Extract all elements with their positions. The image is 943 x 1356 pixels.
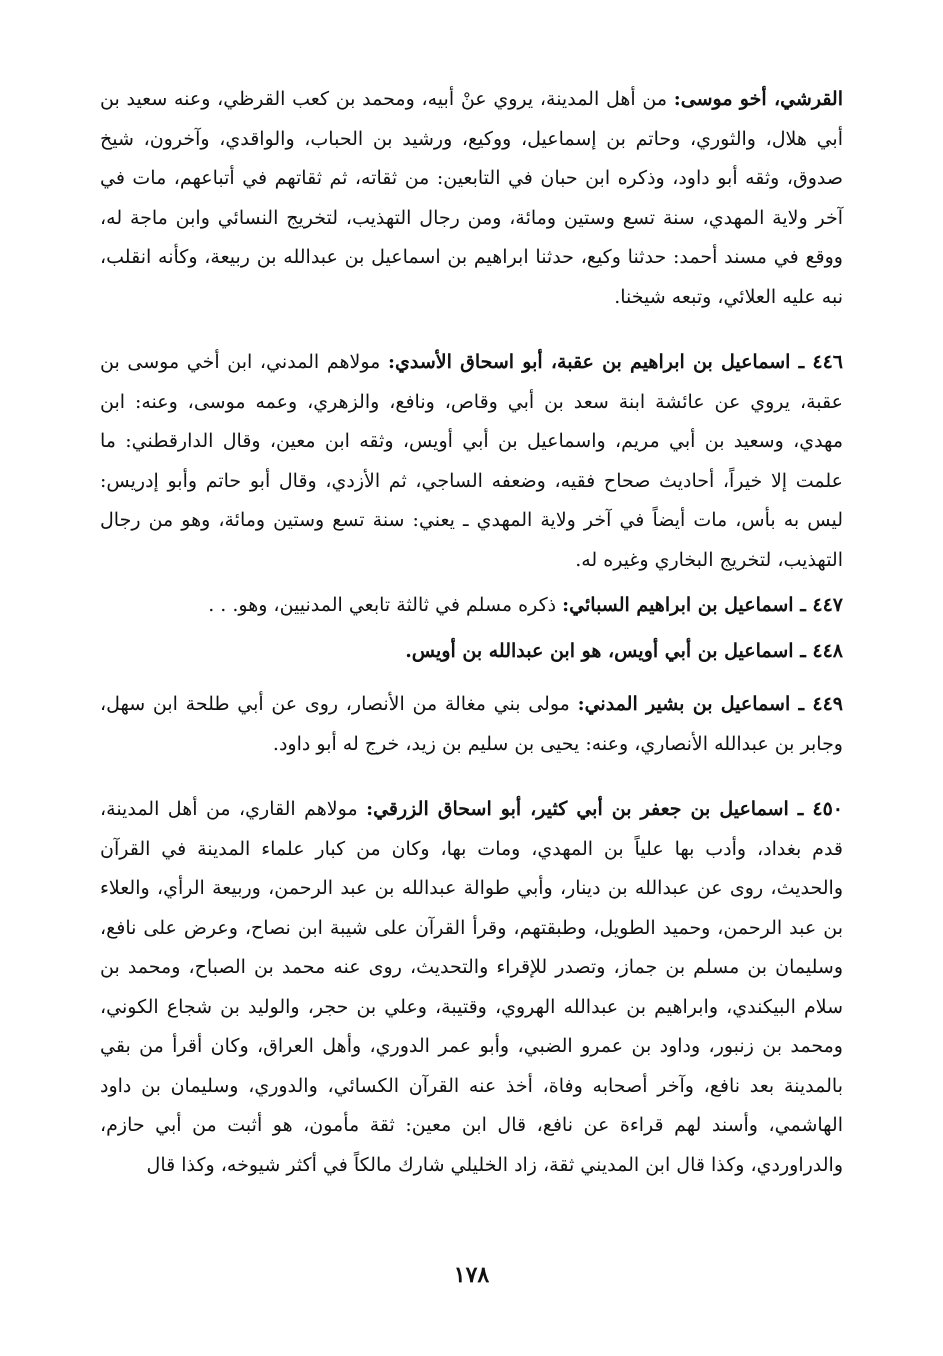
entry-heading: القرشي، أخو موسى: — [673, 88, 843, 110]
entry-446 — [100, 343, 843, 580]
entry-body: من أهل المدينة، يروي عنْ أبيه، ومحمد بن كعب القرظي، وعنه سعيد بن أبي هلال، والثوري، وحاتم بن إسماعيل، ووكيع، ورشيد بن الحباب، والواقدي، وآخرون، شيخ صدوق، وثقه أبو داود، وذكره ابن حبان في التابعين: من ثقاته، ثم ثقاتهم في أتباعهم، مات في آخر ولاية المهدي، سنة تسع وستين ومائة، ومن رجال التهذيب، لتخريج النسائي وابن ماجة له، ووقع في مسند أحمد: حدثنا وكيع، حدثنا ابراهيم بن اسماعيل بن عبدالله بن ربيعة، وكأنه انقلب، نبه عليه العلائي، وتبعه شيخنا. — [100, 88, 843, 308]
entry-447 — [100, 586, 843, 626]
page-text — [100, 80, 843, 1185]
entry-449 — [100, 685, 843, 764]
entry-qurashi — [100, 80, 843, 317]
entry-heading: ٤٤٦ ـ اسماعيل بن ابراهيم بن عقبة، أبو اسحاق الأسدي: — [387, 351, 844, 373]
entry-body: مولى بني مغالة من الأنصار، روى عن أبي طلحة ابن سهل، وجابر بن عبدالله الأنصاري، وعنه: يحيى بن سليم بن زيد، خرج له أبو داود. — [100, 693, 843, 755]
entry-body: مولاهم المدني، ابن أخي موسى بن عقبة، يروي عن عائشة ابنة سعد بن أبي وقاص، ونافع، والزهري، وعمه موسى، وعنه: ابن مهدي، وسعيد بن أبي مريم، واسماعيل بن أبي أويس، وثقه ابن معين، وقال الدارقطني: ما علمت إلا خيراً، أحاديث صحاح فقيه، وضعفه الساجي، ثم الأزدي، وقال أبو حاتم وأبو إدريس: ليس به بأس، مات أيضاً في آخر ولاية المهدي ـ يعني: سنة تسع وستين ومائة، وهو من رجال التهذيب، لتخريج البخاري وغيره له. — [100, 351, 843, 571]
entry-450 — [100, 790, 843, 1185]
entry-body: مولاهم القاري، من أهل المدينة، قدم بغداد، وأدب بها علياً بن المهدي، ومات بها، وكان من كبار علماء المدينة في القرآن والحديث، روى عن عبدالله بن دينار، وأبي طوالة عبدالله بن عبد الرحمن، وربيعة الرأي، والعلاء بن عبد الرحمن، وحميد الطويل، وطبقتهم، وقرأ القرآن على شيبة ابن نصاح، وعرض على نافع، وسليمان بن مسلم بن جماز، وتصدر للإقراء والتحديث، روى عنه محمد بن الصباح، ومحمد بن سلام البيكندي، وابراهيم بن عبدالله الهروي، وقتيبة، وعلي بن حجر، والوليد بن شجاع الكوني، ومحمد بن زنبور، وداود بن عمرو الضبي، وأبو عمر الدوري، وأهل العراق، وكان أقرأ من بقي بالمدينة بعد نافع، وآخر أصحابه وفاة، أخذ عنه القرآن الكسائي، والدوري، وسليمان بن داود الهاشمي، وأسند لهم قراءة عن نافع، قال ابن معين: ثقة مأمون، هو أثبت من أبي حازم، والدراوردي، وكذا قال ابن المديني ثقة، زاد الخليلي شارك مالكاً في أكثر شيوخه، وكذا قال — [100, 798, 843, 1176]
entry-heading: ٤٤٧ ـ اسماعيل بن ابراهيم السبائي: — [562, 594, 843, 616]
entry-heading: ٤٤٩ ـ اسماعيل بن بشير المدني: — [577, 693, 843, 715]
entry-heading: ٤٥٠ ـ اسماعيل بن جعفر بن أبي كثير، أبو اسحاق الزرقي: — [366, 798, 843, 820]
entry-heading: ٤٤٨ ـ اسماعيل بن أبي أويس، هو ابن عبدالله بن أويس. — [405, 639, 843, 662]
entry-body: ذكره مسلم في ثالثة تابعي المدنيين، وهو. . . — [208, 594, 563, 616]
entry-448 — [100, 632, 843, 672]
page-number: ١٧٨ — [453, 1262, 490, 1288]
